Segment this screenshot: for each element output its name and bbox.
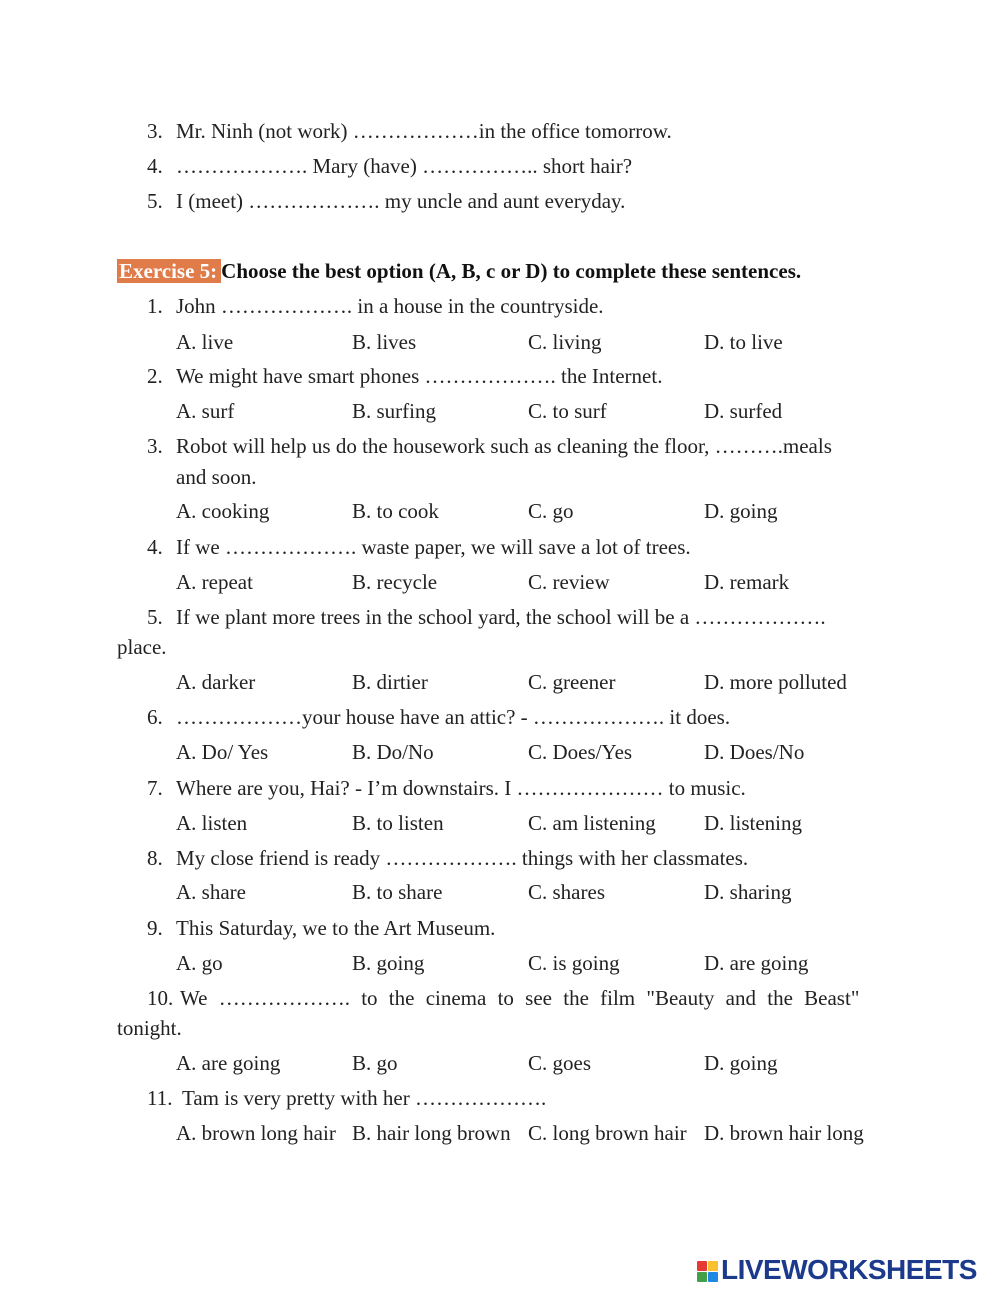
logo-block — [708, 1272, 718, 1282]
question-text: ………………your house have an attic? - ………………. it does. — [176, 705, 731, 729]
option-c[interactable]: C. Does/Yes — [528, 740, 633, 764]
question-number: 1. — [147, 294, 163, 318]
option-d[interactable]: D. surfed — [704, 399, 783, 423]
option-d[interactable]: D. brown hair long — [704, 1121, 864, 1145]
question-number: 11. — [147, 1086, 173, 1110]
logo-block — [697, 1272, 707, 1282]
question-text: This Saturday, we to the Art Museum. — [176, 916, 496, 940]
option-d[interactable]: D. going — [704, 499, 778, 523]
option-c[interactable]: C. to surf — [528, 399, 607, 423]
option-d[interactable]: D. more polluted — [704, 670, 847, 694]
item-number: 3. — [147, 119, 163, 143]
question-text: My close friend is ready ………………. things with her classmates. — [176, 846, 749, 870]
option-a[interactable]: A. listen — [176, 811, 248, 835]
option-a[interactable]: A. surf — [176, 399, 235, 423]
exercise-heading — [117, 258, 801, 284]
option-a[interactable]: A. share — [176, 880, 246, 904]
question-text-cont: place. — [117, 635, 167, 659]
item-text: I (meet) ………………. my uncle and aunt everyday. — [176, 189, 626, 213]
option-b[interactable]: B. go — [352, 1051, 398, 1075]
option-d[interactable]: D. Does/No — [704, 740, 805, 764]
option-c[interactable]: C. goes — [528, 1051, 591, 1075]
question-text: If we ………………. waste paper, we will save a lot of trees. — [176, 535, 691, 559]
logo-block — [708, 1261, 718, 1271]
question-text: Tam is very pretty with her ………………. — [182, 1086, 547, 1110]
question-text-cont: tonight. — [117, 1016, 182, 1040]
option-c[interactable]: C. am listening — [528, 811, 656, 835]
option-d[interactable]: D. are going — [704, 951, 809, 975]
option-a[interactable]: A. cooking — [176, 499, 270, 523]
option-b[interactable]: B. dirtier — [352, 670, 428, 694]
option-b[interactable]: B. to cook — [352, 499, 439, 523]
question-number: 6. — [147, 705, 163, 729]
option-d[interactable]: D. going — [704, 1051, 778, 1075]
option-b[interactable]: B. to listen — [352, 811, 444, 835]
option-b[interactable]: B. to share — [352, 880, 443, 904]
question-text: If we plant more trees in the school yard, the school will be a ………………. — [176, 605, 826, 629]
option-a[interactable]: A. darker — [176, 670, 256, 694]
option-a[interactable]: A. Do/ Yes — [176, 740, 269, 764]
option-a[interactable]: A. repeat — [176, 570, 253, 594]
option-c[interactable]: C. go — [528, 499, 574, 523]
question-text: Where are you, Hai? - I’m downstairs. I ………………… to music. — [176, 776, 746, 800]
option-b[interactable]: B. Do/No — [352, 740, 434, 764]
option-a[interactable]: A. go — [176, 951, 223, 975]
option-b[interactable]: B. recycle — [352, 570, 438, 594]
question-number: 8. — [147, 846, 163, 870]
question-number: 9. — [147, 916, 163, 940]
question-text: Robot will help us do the housework such as cleaning the floor, ……….meals — [176, 434, 832, 458]
question-number: 5. — [147, 605, 163, 629]
option-b[interactable]: B. lives — [352, 330, 417, 354]
option-d[interactable]: D. to live — [704, 330, 783, 354]
logo-blocks-icon — [697, 1261, 718, 1282]
logo-block — [697, 1261, 707, 1271]
option-c[interactable]: C. long brown hair — [528, 1121, 687, 1145]
option-c[interactable]: C. living — [528, 330, 602, 354]
option-a[interactable]: A. live — [176, 330, 234, 354]
liveworksheets-logo — [697, 1255, 977, 1285]
question-text: We ………………. to the cinema to see the film "Beauty and the Beast" — [180, 986, 860, 1010]
question-number: 4. — [147, 535, 163, 559]
option-c[interactable]: C. shares — [528, 880, 605, 904]
exercise-label: Exercise 5: — [117, 259, 221, 283]
option-c[interactable]: C. is going — [528, 951, 620, 975]
option-d[interactable]: D. remark — [704, 570, 790, 594]
question-number: 7. — [147, 776, 163, 800]
question-text-cont: and soon. — [176, 465, 257, 489]
option-b[interactable]: B. surfing — [352, 399, 436, 423]
question-number: 10. — [147, 986, 174, 1010]
option-b[interactable]: B. hair long brown — [352, 1121, 511, 1145]
item-number: 5. — [147, 189, 163, 213]
option-c[interactable]: C. greener — [528, 670, 616, 694]
exercise-instruction: Choose the best option (A, B, c or D) to complete these sentences. — [221, 259, 802, 283]
option-c[interactable]: C. review — [528, 570, 610, 594]
logo-text: LIVEWORKSHEETS — [721, 1254, 977, 1285]
item-number: 4. — [147, 154, 163, 178]
option-a[interactable]: A. are going — [176, 1051, 281, 1075]
question-text: We might have smart phones ………………. the Internet. — [176, 364, 663, 388]
item-text: ………………. Mary (have) …………….. short hair? — [176, 154, 633, 178]
option-d[interactable]: D. listening — [704, 811, 802, 835]
question-number: 3. — [147, 434, 163, 458]
question-number: 2. — [147, 364, 163, 388]
option-b[interactable]: B. going — [352, 951, 425, 975]
question-text: John ………………. in a house in the countryside. — [176, 294, 604, 318]
option-a[interactable]: A. brown long hair — [176, 1121, 336, 1145]
option-d[interactable]: D. sharing — [704, 880, 792, 904]
item-text: Mr. Ninh (not work) ………………in the office tomorrow. — [176, 119, 672, 143]
